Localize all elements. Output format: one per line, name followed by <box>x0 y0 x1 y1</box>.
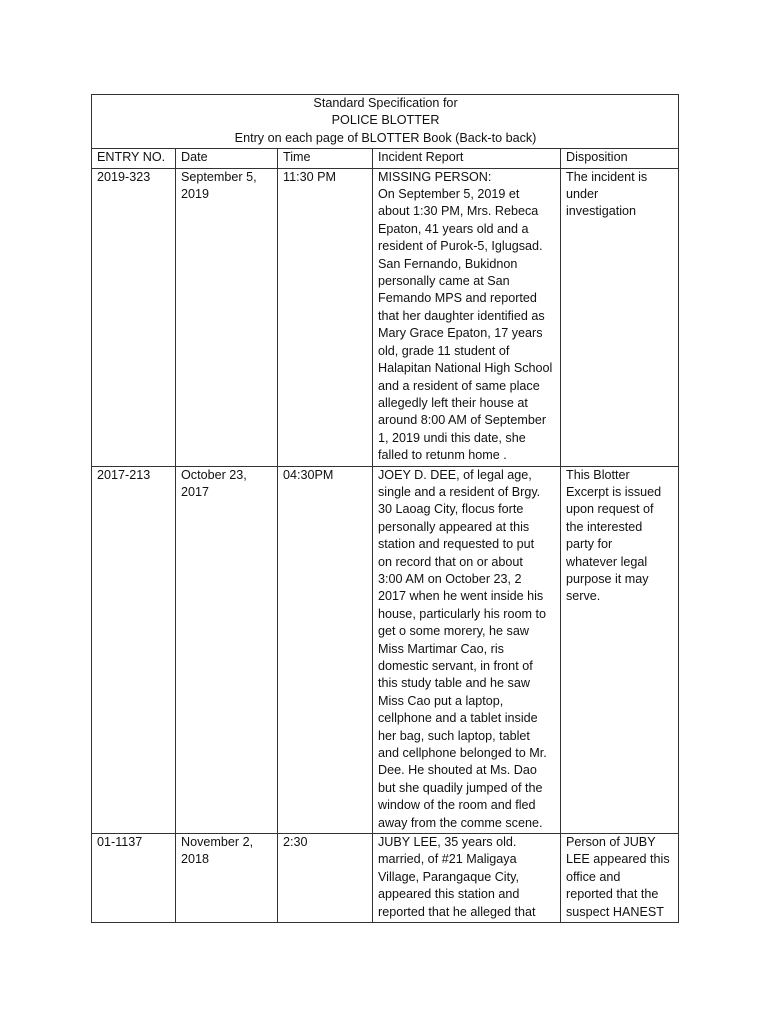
title-line-1: Standard Specification for <box>313 96 458 110</box>
incident-report-cell: JUBY LEE, 35 years old. married, of #21 Maligaya Village, Parangaque City, appeared this station and reported that he alleged that <box>373 834 561 923</box>
date-cell: November 2, 2018 <box>176 834 278 923</box>
disposition-cell: This Blotter Excerpt is issued upon request of the interested party for whatever legal purpose it may serve. <box>561 466 679 834</box>
title-line-2: POLICE BLOTTER <box>331 113 440 128</box>
table-row <box>92 466 679 834</box>
time-cell: 2:30 <box>278 834 373 923</box>
entry-no-cell: 2017-213 <box>92 466 176 834</box>
column-header-date: Date <box>176 149 278 168</box>
column-header-entry-no: ENTRY NO. <box>92 149 176 168</box>
incident-report-cell: MISSING PERSON: On September 5, 2019 et about 1:30 PM, Mrs. Rebeca Epaton, 41 years old and a resident of Purok-5, Iglugsad. San Fernando, Bukidnon personally came at San Femando MPS and reported that her daughter identified as Mary Grace Epaton, 17 years old, grade 11 student of Halapitan National High School and a resident of same place allegedly left their house at around 8:00 AM of September 1, 2019 undi this date, she falled to retunm home . <box>373 168 561 466</box>
column-header-row <box>92 149 679 168</box>
entry-no-cell: 2019-323 <box>92 168 176 466</box>
column-header-disposition: Disposition <box>561 149 679 168</box>
police-blotter-table <box>91 94 679 923</box>
title-cell <box>92 95 679 149</box>
title-row <box>92 95 679 149</box>
table-row <box>92 834 679 923</box>
column-header-time: Time <box>278 149 373 168</box>
table-row <box>92 168 679 466</box>
time-cell: 11:30 PM <box>278 168 373 466</box>
entry-no-cell: 01-1137 <box>92 834 176 923</box>
title-line-3: Entry on each page of BLOTTER Book (Back-to back) <box>234 130 537 145</box>
time-cell: 04:30PM <box>278 466 373 834</box>
date-cell: October 23, 2017 <box>176 466 278 834</box>
column-header-incident-report: Incident Report <box>373 149 561 168</box>
date-cell: September 5, 2019 <box>176 168 278 466</box>
incident-report-cell: JOEY D. DEE, of legal age, single and a resident of Brgy. 30 Laoag City, flocus forte personally appeared at this station and requested to put on record that on or about 3:00 AM on October 23, 2 2017 when he went inside his house, particularly his room to get o some morery, he saw Miss Martimar Cao, ris domestic servant, in front of this study table and he saw Miss Cao put a laptop, cellphone and a tablet inside her bag, such laptop, tablet and cellphone belonged to Mr. Dee. He shouted at Ms. Dao but she quadily jumped of the window of the room and fled away from the comme scene. <box>373 466 561 834</box>
disposition-cell: Person of JUBY LEE appeared this office and reported that the suspect HANEST <box>561 834 679 923</box>
disposition-cell: The incident is under investigation <box>561 168 679 466</box>
